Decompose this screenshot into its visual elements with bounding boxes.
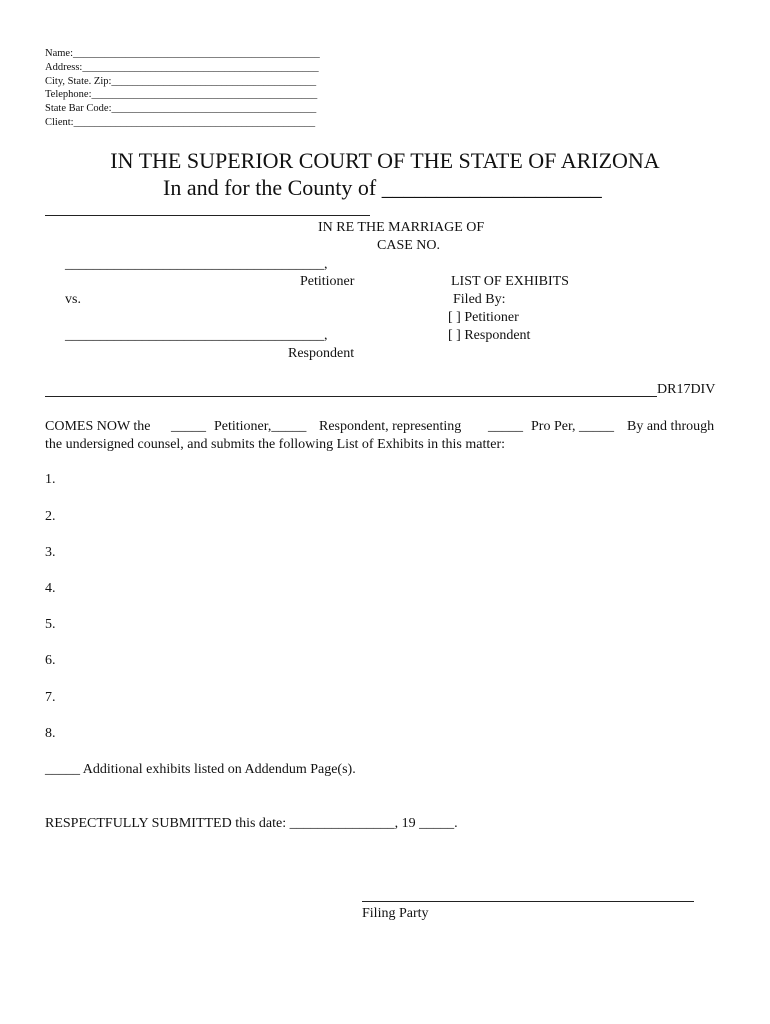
respondent-label: Respondent: [288, 346, 355, 361]
exhibit-item-1: 1.: [45, 472, 56, 487]
intro-blank-party: _____: [171, 419, 206, 434]
exhibit-item-8: 8.: [45, 726, 56, 741]
attorney-bar-code-field: State Bar Code:_______________________________________: [45, 103, 317, 114]
filing-party-label: Filing Party: [362, 906, 429, 921]
caption-bottom-rule: [45, 396, 657, 397]
intro-line-2: the undersigned counsel, and submits the following List of Exhibits in this matter:: [45, 437, 505, 452]
respectfully-submitted-line: RESPECTFULLY SUBMITTED this date: _______________, 19 _____.: [45, 816, 458, 831]
exhibit-item-2: 2.: [45, 509, 56, 524]
court-title: IN THE SUPERIOR COURT OF THE STATE OF ARIZONA: [110, 148, 660, 173]
filed-by-label: Filed By:: [453, 292, 506, 307]
petitioner-name-line: _____________________________________,: [65, 257, 328, 272]
intro-by-through: By and through: [627, 419, 715, 434]
intro-pro-per: Pro Per, _____: [531, 419, 615, 434]
respondent-checkbox[interactable]: [ ] Respondent: [448, 328, 531, 343]
attorney-telephone-field: Telephone:___________________________________________: [45, 89, 318, 100]
versus-label: vs.: [65, 292, 81, 307]
intro-comes-now: COMES NOW the: [45, 419, 151, 434]
respondent-name-line: _____________________________________,: [65, 328, 328, 343]
signature-line: [362, 901, 694, 902]
intro-respondent: Respondent, representing: [319, 419, 462, 434]
exhibit-item-4: 4.: [45, 581, 56, 596]
exhibit-item-7: 7.: [45, 690, 56, 705]
additional-exhibits-line: _____ Additional exhibits listed on Addendum Page(s).: [45, 762, 356, 777]
form-code: DR17DIV: [657, 382, 716, 397]
exhibit-item-3: 3.: [45, 545, 56, 560]
intro-blank-representation: _____: [488, 419, 523, 434]
attorney-city-field: City, State. Zip:_______________________________________: [45, 76, 317, 87]
court-county: In and for the County of ____________________: [163, 175, 602, 200]
list-of-exhibits-title: LIST OF EXHIBITS: [451, 274, 569, 289]
attorney-address-field: Address:_____________________________________________: [45, 62, 319, 73]
in-re-heading: IN RE THE MARRIAGE OF: [318, 220, 485, 235]
intro-petitioner: Petitioner,_____: [214, 419, 307, 434]
exhibit-item-6: 6.: [45, 653, 56, 668]
case-number-label: CASE NO.: [377, 238, 441, 253]
attorney-client-field: Client:______________________________________________: [45, 117, 316, 128]
exhibit-item-5: 5.: [45, 617, 56, 632]
petitioner-checkbox[interactable]: [ ] Petitioner: [448, 310, 519, 325]
attorney-name-field: Name:_______________________________________________: [45, 48, 320, 59]
petitioner-label: Petitioner: [300, 274, 355, 289]
caption-top-rule: [45, 215, 370, 216]
